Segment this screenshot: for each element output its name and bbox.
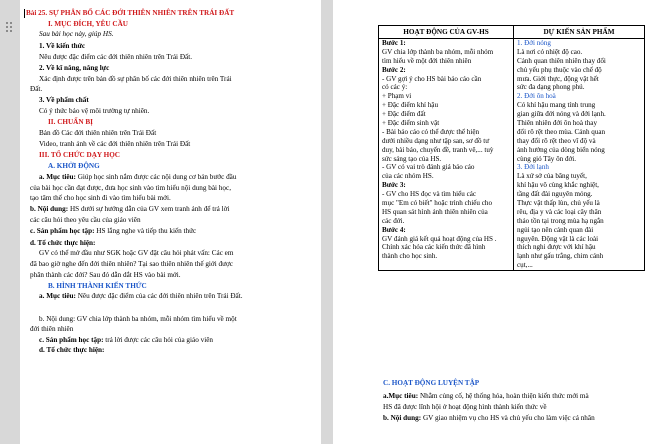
activity-line: HS quan sát hình ảnh thiên nhiên của [382,207,488,216]
left-page-line: đã bao giờ nghe đến đới thiên nhiên? Tại sao thiên nhiên thế giới được [30,260,233,268]
activity-table [378,25,645,271]
table-header-expected-products: DỰ KIẾN SẢN PHẨM [514,26,645,39]
product-line: Là xứ sở của băng tuyết, [517,172,587,181]
left-page-line: GV có thể mở đầu như SGK hoặc GV đặt câu hỏi phát vấn: Các em [39,249,234,257]
product-line: 1. Đới nóng [517,39,551,47]
left-page-line: d. Tổ chức thực hiện: [30,239,96,247]
activity-line: Chính xác hóa các kiến thức đã hình [382,243,486,252]
activity-line: - GV có vai trò đánh giá báo cáo [382,163,475,172]
left-page-line: d. Tổ chức thực hiện: [39,346,105,354]
document-gutter [0,0,18,444]
product-line: ảnh hưởng của dòng biển nóng [517,145,605,154]
section-c-line: a.Mục tiêu: Nhằm củng cố, hệ thống hóa, hoàn thiện kiến thức mới mà [383,392,589,400]
activity-line: tìm hiểu về một đới thiên nhiên [382,56,472,65]
product-line: chủ yếu phụ thuộc vào chế độ [517,65,602,74]
table-cell-activities [379,39,514,271]
activity-line: Bước 2: [382,65,406,74]
product-line: thay đổi rõ rệt theo vĩ độ và [517,136,596,145]
product-line: mưa. Giới thực, động vật hết [517,74,599,83]
product-line: Thực vật thấp lùn, chủ yếu là [517,199,600,208]
left-page-line: III. TỔ CHỨC DẠY HỌC [39,151,120,159]
lesson-title: Bài 25. SỰ PHÂN BỐ CÁC ĐỚI THIÊN NHIÊN TRÊN TRÁI ĐẤT [26,9,235,17]
left-page-line: a. Mục tiêu: Giúp học sinh nắm được các nội dung cơ bản bước đầu [39,173,237,181]
drag-handle-icon[interactable] [6,22,14,36]
activity-line: GV chia lớp thành ba nhóm, mỗi nhóm [382,47,494,56]
product-line: nguyên. Động vật là các loài [517,234,599,243]
left-page-line: đới thiên nhiên [30,325,74,333]
activity-line: + Đặc điểm đất [382,110,426,119]
activity-line: của các nhóm HS. [382,172,434,181]
left-page-line: 3. Về phẩm chất [39,96,89,104]
product-line: đổi rõ rệt theo mùa. Cảnh quan [517,127,606,136]
left-page-line: Xác định được trên bản đồ sự phân bố các đới thiên nhiên trên Trái [39,75,232,83]
left-page-line: tạo tâm thế cho học sinh đi vào tìm hiểu bài mới. [30,194,171,202]
left-page-line: 1. Về kiến thức [39,42,86,50]
product-line: thích nghi được với khí hậu [517,243,596,252]
text-cursor [24,9,25,18]
left-page-line: Có ý thức bảo vệ môi trường tự nhiên. [39,107,150,115]
activity-line: - GV cho HS đọc và tìm hiểu các [382,190,477,199]
product-line: Cảnh quan thiên nhiên thay đổi [517,56,606,65]
left-page-line: Video, tranh ảnh về các đới thiên nhiên trên Trái Đất [39,140,191,148]
left-page-line: I. MỤC ĐÍCH, YÊU CẦU [48,20,128,28]
product-line: rêu, địa y và các loại cây thân [517,207,602,216]
activity-line: GV đánh giá kết quả hoạt động của HS . [382,234,497,243]
activity-line: Bước 3: [382,181,406,190]
activity-line: Bước 4: [382,225,406,234]
product-line: Thiên nhiên đới ôn hoà thay [517,119,597,128]
activity-line: sức sáng tạo của HS. [382,154,442,163]
document-page-right [333,0,650,444]
product-line: Là nơi có nhiệt độ cao. [517,47,583,56]
left-page-line: b. Nội dung: HS dưới sự hướng dẫn của GV xem tranh ảnh để trả lời [30,205,230,213]
table-cell-products [514,39,645,271]
activity-line: dưới nhiều dạng như tập san, sơ đồ tư [382,136,490,145]
activity-line: thành cho học sinh. [382,252,438,261]
product-line: khí hậu vô cùng khắc nghiệt, [517,181,599,190]
product-line: 2. Đới ôn hoà [517,92,556,101]
section-c-line: HS đã được lĩnh hội ở hoạt động hình thành kiến thức về [383,403,547,411]
product-line: sức đa dạng phong phú. [517,83,585,92]
left-page-line: Đất. [30,85,43,93]
left-page-line: 2. Về kĩ năng, năng lực [39,64,110,72]
product-line: cùng gió Tây ôn đới. [517,154,576,163]
left-page-line: B. HÌNH THÀNH KIẾN THỨC [48,282,147,290]
product-line: Có khí hậu mang tính trung [517,101,596,110]
activity-line: duy, bài báo, chuyến đề, tranh vẽ,... tuỳ [382,145,494,154]
activity-line: mục "Em có biết" hoặc trình chiếu cho [382,199,492,208]
left-page-line: c. Sản phẩm học tập: trả lời được các câu hỏi của giáo viên [39,336,213,344]
left-page-line: phân thành các đới? Sau đó dẫn dắt HS vào bài mới. [30,271,181,279]
left-page-line: b. Nội dung: GV chia lớp thành ba nhóm, mỗi nhóm tìm hiểu về một [39,315,237,323]
left-page-line: Nêu được đặc điểm các đới thiên nhiên trên Trái Đất. [39,53,193,61]
product-line: 3. Đới lạnh [517,163,549,172]
left-page-line: các câu hỏi theo yêu cầu của giáo viên [30,216,141,224]
activity-line: - Bài báo cáo có thể được thể hiện [382,127,480,136]
activity-line: + Đặc điểm khí hậu [382,101,439,110]
product-line: thảo tồn tại trong mùa hạ ngắn [517,216,604,225]
activity-line: - GV gợi ý cho HS bài báo cáo cần [382,74,482,83]
left-page-line: Sau bài học này, giúp HS. [39,30,114,38]
product-line: lạnh như gấu trắng, chim cánh [517,252,604,261]
left-page-line: II. CHUẨN BỊ [48,118,93,126]
product-line: cụt,... [517,261,533,270]
product-line: ngủi tạo nên cảnh quan đài [517,225,594,234]
left-page-line: c. Sản phẩm học tập: HS lắng nghe và tiếp thu kiến thức [30,227,197,235]
product-line: tầng đất đài nguyên mỏng. [517,190,593,199]
left-page-line: a. Mục tiêu: Nêu được đặc điểm của các đới thiên nhiên trên Trái Đất. [39,292,243,300]
activity-line: các đới. [382,216,405,225]
activity-line: + Đặc điểm sinh vật [382,119,440,128]
section-c-heading: C. HOẠT ĐỘNG LUYỆN TẬP [383,379,480,387]
product-line: gian giữa đới nóng và đới lạnh. [517,110,606,119]
section-c-line: b. Nội dung: GV giao nhiệm vụ cho HS và chủ yếu cho làm việc cá nhân [383,414,595,422]
activity-line: có các ý: [382,83,408,92]
activity-line: + Phạm vi [382,92,412,101]
left-page-line: Bản đồ Các đới thiên nhiên trên Trái Đất [39,129,157,137]
table-header-activities: HOẠT ĐỘNG CỦA GV-HS [379,26,514,39]
left-page-line: của bài học cần đạt được, đưa học sinh vào tìm hiểu nội dung bài học, [30,184,232,192]
document-page-left [20,0,321,444]
activity-line: Bước 1: [382,39,406,47]
left-page-line: A. KHỞI ĐỘNG [48,162,100,170]
